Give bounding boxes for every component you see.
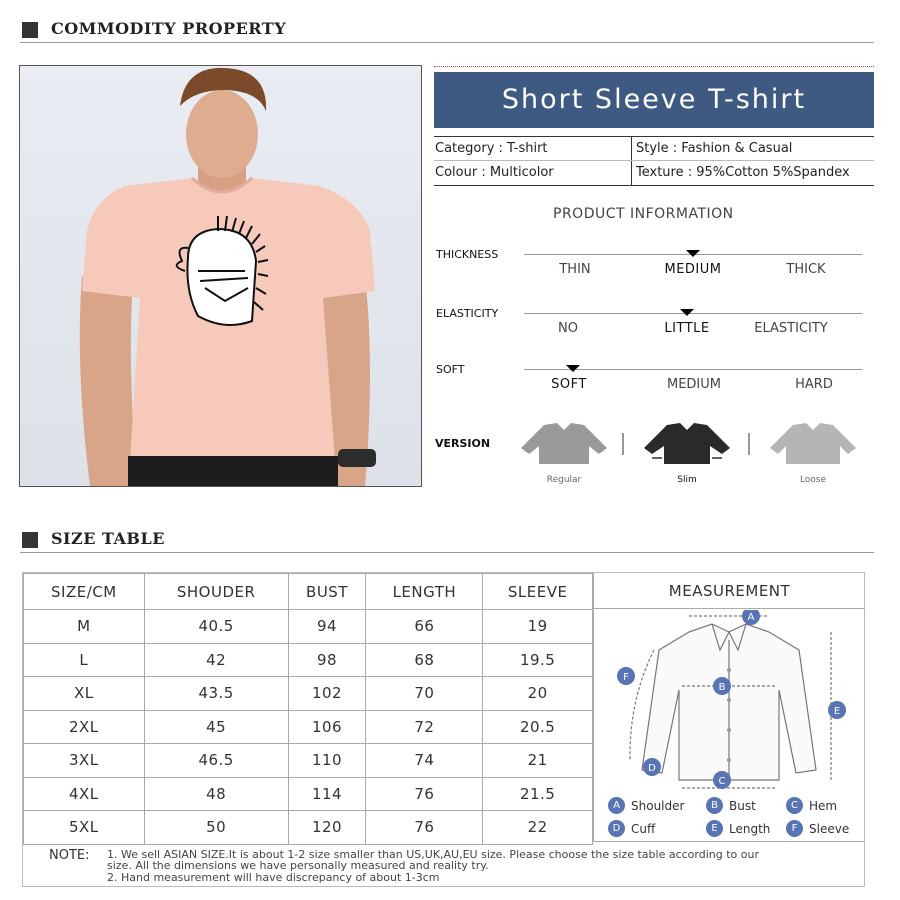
table-cell: 2XL bbox=[24, 710, 145, 744]
table-cell: 106 bbox=[288, 710, 366, 744]
table-cell: 120 bbox=[288, 811, 366, 845]
table-cell: 94 bbox=[288, 610, 366, 644]
legend-length: E Length bbox=[706, 820, 770, 837]
table-cell: 46.5 bbox=[144, 744, 288, 778]
section-square-icon bbox=[22, 22, 38, 38]
fit-loose bbox=[768, 420, 858, 490]
table-cell: 22 bbox=[483, 811, 593, 845]
table-row bbox=[24, 610, 593, 644]
marker-f-label: F bbox=[623, 672, 629, 683]
table-cell: 110 bbox=[288, 744, 366, 778]
divider bbox=[748, 433, 750, 455]
table-cell: 72 bbox=[366, 710, 483, 744]
colour-value: Colour : Multicolor bbox=[434, 161, 632, 185]
version-label: VERSION bbox=[435, 437, 491, 450]
column-header: SIZE/CM bbox=[24, 574, 145, 610]
legend-bust: B Bust bbox=[706, 797, 756, 814]
table-cell: 19 bbox=[483, 610, 593, 644]
marker-b-label: B bbox=[718, 682, 726, 693]
category-value: Category : T-shirt bbox=[434, 137, 632, 160]
table-cell: 21 bbox=[483, 744, 593, 778]
table-cell: 98 bbox=[288, 643, 366, 677]
scale-option: NO bbox=[558, 321, 578, 336]
marker-e-label: E bbox=[833, 706, 841, 717]
table-cell: 3XL bbox=[24, 744, 145, 778]
decorative-dotted-line bbox=[434, 66, 874, 67]
column-header: SLEEVE bbox=[483, 574, 593, 610]
table-cell: 68 bbox=[366, 643, 483, 677]
fit-slim bbox=[642, 420, 732, 490]
table-row bbox=[24, 643, 593, 677]
scale-label: THICKNESS bbox=[436, 248, 499, 261]
loose-shirt-icon bbox=[768, 420, 858, 470]
scale-option: THIN bbox=[559, 262, 591, 277]
scale-option-selected: LITTLE bbox=[664, 321, 710, 336]
table-row bbox=[24, 744, 593, 778]
legend-sleeve: F Sleeve bbox=[786, 820, 849, 837]
scale-option: HARD bbox=[795, 377, 833, 392]
product-title-banner: Short Sleeve T-shirt bbox=[434, 72, 874, 128]
table-row bbox=[24, 811, 593, 845]
table-cell: 4XL bbox=[24, 777, 145, 811]
table-cell: M bbox=[24, 610, 145, 644]
size-note bbox=[23, 843, 864, 887]
selected-marker-icon bbox=[686, 250, 700, 257]
legend-shoulder: A Shoulder bbox=[608, 797, 684, 814]
column-header: LENGTH bbox=[366, 574, 483, 610]
shirt-measurement-diagram bbox=[594, 610, 865, 790]
size-table-header bbox=[20, 529, 874, 553]
column-header: SHOUDER bbox=[144, 574, 288, 610]
note-line: 1. We sell ASIAN SIZE.It is about 1-2 size smaller than US,UK,AU,EU size. Please choose the size table according to our bbox=[107, 848, 759, 861]
table-cell: 45 bbox=[144, 710, 288, 744]
table-cell: 66 bbox=[366, 610, 483, 644]
size-table-container bbox=[22, 572, 865, 887]
table-row bbox=[24, 777, 593, 811]
size-table bbox=[23, 573, 593, 845]
table-cell: 114 bbox=[288, 777, 366, 811]
note-line: 2. Hand measurement will have discrepancy of about 1-3cm bbox=[107, 871, 440, 884]
note-label: NOTE: bbox=[49, 848, 90, 863]
marker-a-label: A bbox=[747, 612, 755, 623]
scale-option-selected: MEDIUM bbox=[664, 262, 722, 277]
table-row bbox=[24, 677, 593, 711]
fit-caption: Slim bbox=[677, 475, 697, 485]
scale-label: ELASTICITY bbox=[436, 307, 499, 320]
scale-label: SOFT bbox=[436, 363, 465, 376]
model-tshirt-illustration bbox=[20, 66, 422, 487]
style-value: Style : Fashion & Casual bbox=[636, 141, 793, 156]
table-cell: 50 bbox=[144, 811, 288, 845]
table-cell: 76 bbox=[366, 777, 483, 811]
property-table bbox=[434, 136, 874, 186]
table-cell: 20.5 bbox=[483, 710, 593, 744]
section-square-icon bbox=[22, 532, 38, 548]
property-row bbox=[434, 161, 874, 185]
product-photo bbox=[19, 65, 422, 487]
table-header-row bbox=[24, 574, 593, 610]
legend-cuff: D Cuff bbox=[608, 820, 655, 837]
marker-d-label: D bbox=[648, 763, 656, 774]
measurement-title: MEASUREMENT bbox=[594, 573, 865, 609]
regular-shirt-icon bbox=[519, 420, 609, 470]
property-row bbox=[434, 137, 874, 161]
table-cell: 70 bbox=[366, 677, 483, 711]
note-line: size. All the dimensions we have personally measured and reality try. bbox=[107, 859, 489, 872]
fit-regular bbox=[519, 420, 609, 490]
selected-marker-icon bbox=[566, 365, 580, 372]
table-cell: 76 bbox=[366, 811, 483, 845]
table-row bbox=[24, 710, 593, 744]
table-cell: 21.5 bbox=[483, 777, 593, 811]
column-header: BUST bbox=[288, 574, 366, 610]
legend-hem: C Hem bbox=[786, 797, 837, 814]
table-cell: 74 bbox=[366, 744, 483, 778]
texture-value: Texture : 95%Cotton 5%Spandex bbox=[636, 165, 850, 180]
table-cell: 19.5 bbox=[483, 643, 593, 677]
selected-marker-icon bbox=[680, 309, 694, 316]
scale-option-selected: SOFT bbox=[551, 377, 587, 392]
slim-shirt-icon bbox=[642, 420, 732, 470]
section-title: COMMODITY PROPERTY bbox=[51, 19, 287, 38]
product-information-title: PRODUCT INFORMATION bbox=[553, 206, 734, 222]
scale-option: THICK bbox=[786, 262, 826, 277]
divider bbox=[622, 433, 624, 455]
commodity-property-header bbox=[20, 19, 874, 43]
table-cell: 48 bbox=[144, 777, 288, 811]
table-cell: 5XL bbox=[24, 811, 145, 845]
table-cell: 102 bbox=[288, 677, 366, 711]
scale-option: MEDIUM bbox=[666, 377, 722, 392]
table-cell: 42 bbox=[144, 643, 288, 677]
table-cell: XL bbox=[24, 677, 145, 711]
marker-c-label: C bbox=[718, 776, 726, 787]
fit-caption: Regular bbox=[546, 475, 582, 485]
table-cell: L bbox=[24, 643, 145, 677]
measurement-panel bbox=[593, 573, 864, 842]
fit-caption: Loose bbox=[799, 475, 827, 485]
scale-option: ELASTICITY bbox=[754, 321, 828, 336]
table-cell: 43.5 bbox=[144, 677, 288, 711]
table-cell: 20 bbox=[483, 677, 593, 711]
table-cell: 40.5 bbox=[144, 610, 288, 644]
section-title: SIZE TABLE bbox=[51, 529, 165, 548]
